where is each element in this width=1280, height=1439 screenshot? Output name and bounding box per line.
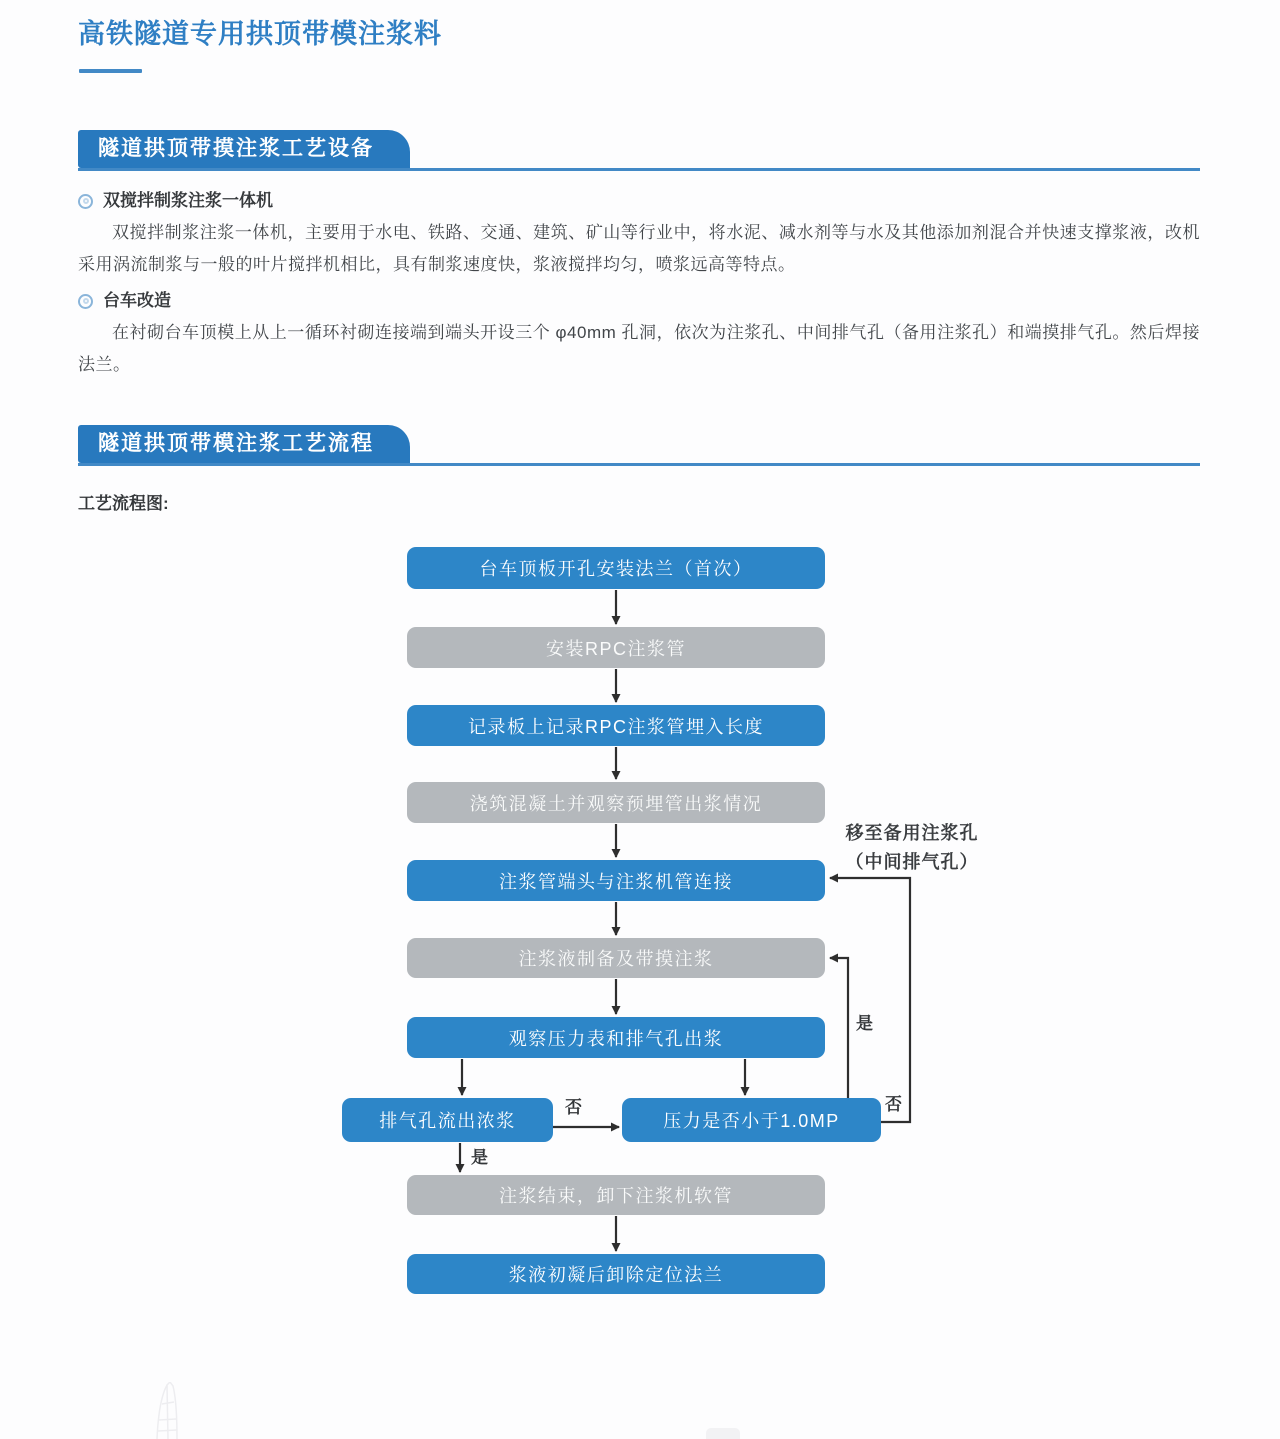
feedback-no-line [830,878,910,1122]
edge-label-no-between: 否 [565,1098,582,1117]
equipment-item-1-body: 双搅拌制浆注浆一体机，主要用于水电、铁路、交通、建筑、矿山等行业中，将水泥、减水剂等与水及其他添加剂混合并快速支撑浆液，改机采用涡流制浆与一般的叶片搅拌机相比，具有制浆速度快，浆液搅拌均匀，喷浆远高等特点。 [78,223,1200,274]
flow-step-pour-concrete: 浇筑混凝土并观察预埋管出浆情况 [407,782,825,823]
flow-step-install-rpc-pipe: 安装RPC注浆管 [407,627,825,668]
flow-step-remove-flange: 浆液初凝后卸除定位法兰 [407,1254,825,1294]
flow-step-record-length: 记录板上记录RPC注浆管埋入长度 [407,705,825,746]
section-bar-equipment: 隧道拱顶带摸注浆工艺设备 [78,130,410,168]
feedback-yes-line [830,958,848,1098]
reroute-note-line1: 移至备用注浆孔 [845,823,979,843]
flow-step-pressure-check: 压力是否小于1.0MP [622,1098,881,1142]
flow-step-connect-machine: 注浆管端头与注浆机管连接 [407,860,825,901]
reroute-note-line2: （中间排气孔） [845,852,979,872]
watermark-smudge [706,1428,740,1439]
edge-label-yes-down: 是 [471,1148,488,1167]
flowchart-caption: 工艺流程图: [78,494,169,513]
section-bar-process: 隧道拱顶带模注浆工艺流程 [78,425,410,463]
equipment-item-1-title: 双搅拌制浆注浆一体机 [103,191,273,210]
flow-step-vent-thick-grout: 排气孔流出浓浆 [342,1098,553,1142]
watermark-building [143,1382,195,1439]
equipment-item-2-title: 台车改造 [103,291,171,310]
flow-step-observe-pressure: 观察压力表和排气孔出浆 [407,1017,825,1058]
edge-label-no-return: 否 [885,1095,902,1114]
edge-label-yes-return: 是 [856,1014,873,1033]
flow-step-prepare-grout: 注浆液制备及带摸注浆 [407,938,825,978]
equipment-item-2-body: 在衬砌台车顶模上从上一循环衬砌连接端到端头开设三个 φ40mm 孔洞，依次为注浆孔、中间排气孔（备用注浆孔）和端摸排气孔。然后焊接法兰。 [78,323,1200,374]
flow-step-finish-remove-hose: 注浆结束，卸下注浆机软管 [407,1175,825,1215]
page-title: 高铁隧道专用拱顶带模注浆料 [78,19,442,49]
flow-step-open-hole-flange: 台车顶板开孔安装法兰（首次） [407,547,825,589]
